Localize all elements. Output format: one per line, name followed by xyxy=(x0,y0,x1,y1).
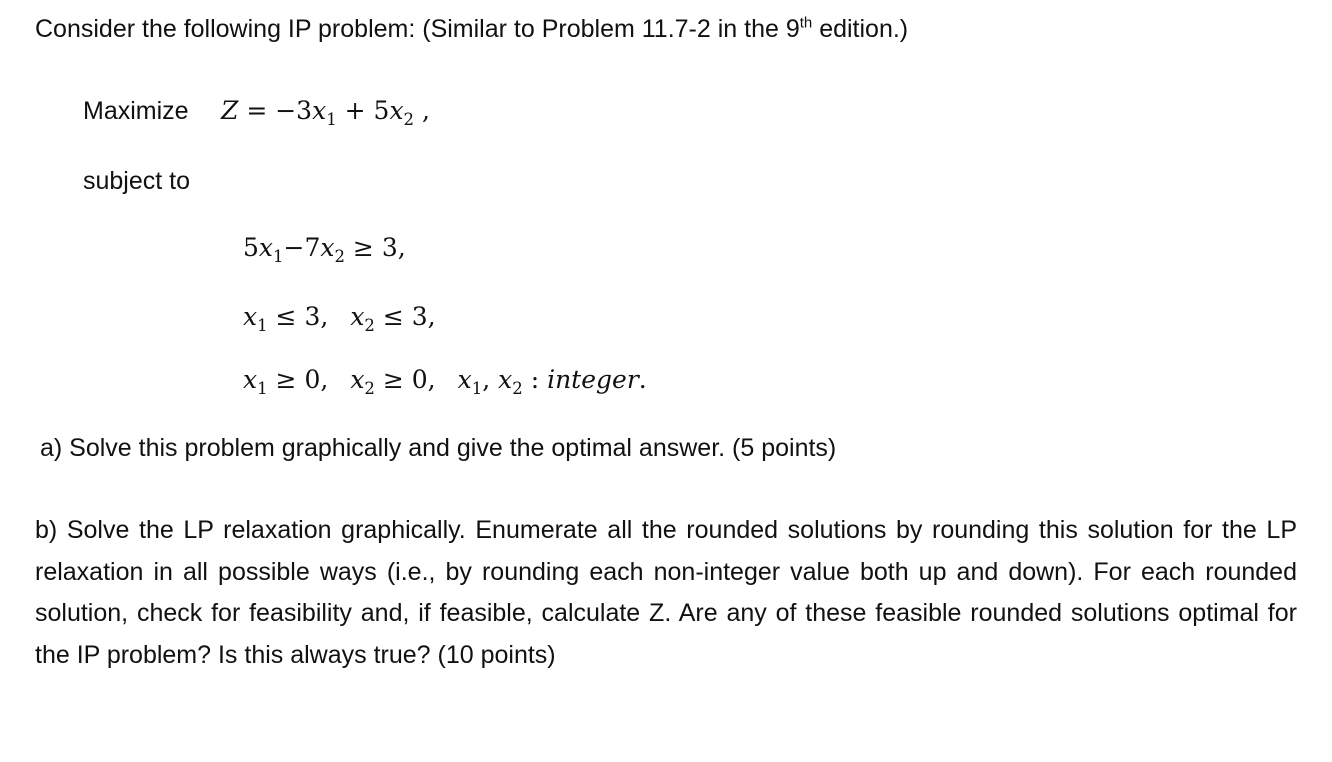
objective-z: Z xyxy=(221,96,239,125)
constraint-3: $x_1 \ge 0$, $x_2 \ge 0$, $x_1$, $x_2$ : integer. xyxy=(243,365,647,398)
intro-line xyxy=(35,15,908,44)
subject-to-label: subject to xyxy=(83,167,191,195)
constraint-1: $5x_1-7x_2 \ge 3$, xyxy=(243,233,406,266)
intro-text: Consider the following IP problem: (Similar to Problem 11.7-2 in the 9 xyxy=(35,15,800,43)
part-a-question: a) Solve this problem graphically and give the optimal answer. (5 points) xyxy=(40,434,837,462)
objective-label: Maximize xyxy=(83,97,189,125)
constraint-2: $x_1 \le 3$, $x_2 \le 3$, xyxy=(243,302,436,335)
part-b-question: b) Solve the LP relaxation graphically. Enumerate all the rounded solutions by rounding this solution for the LP relaxation in all possible ways (i.e., by rounding each non-integer value both up and down). For each rounded solution, check for feasibility and, if feasible, calculate Z. Are any of these feasible rounded solutions optimal for the IP problem? Is this always true? (10 points) xyxy=(35,516,1297,669)
intro-superscript: th xyxy=(799,14,813,32)
intro-text-end: edition.) xyxy=(812,15,909,43)
objective-expression: $Z = -3x_1 + 5x_2$ , xyxy=(221,96,430,129)
integer-word: integer xyxy=(547,365,639,394)
